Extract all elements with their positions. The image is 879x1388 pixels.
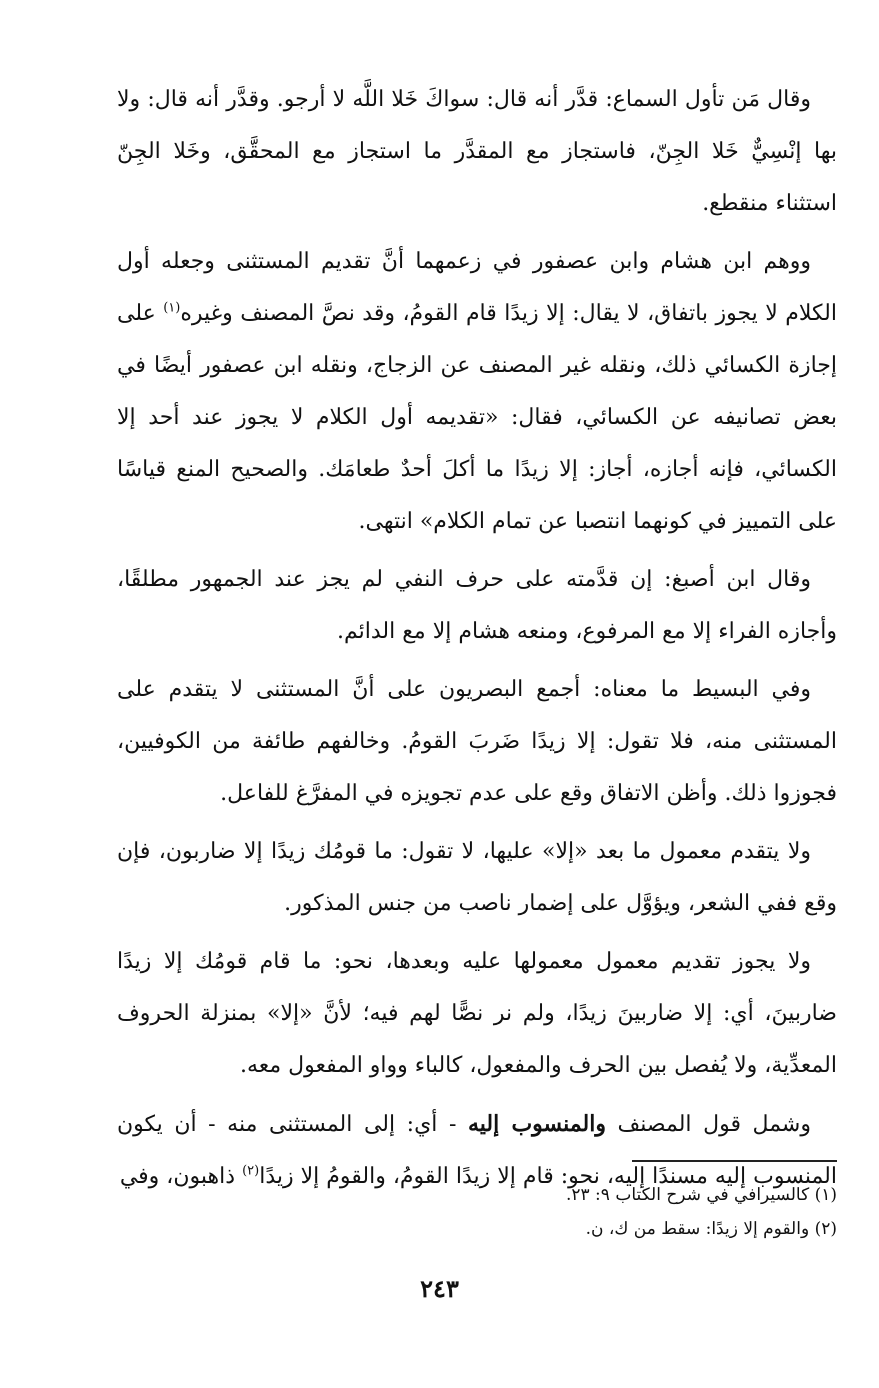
paragraph-text: ولا يجوز تقديم معمول معمولها عليه وبعدها، نحو: ما قام قومُك إلا زيدًا ضاربينَ، أي: إلا ضاربينَ زيدًا، ولم نر نصًّا لهم فيه؛ لأنَّ «إلا» بمنزلة الحروف المعدِّية، ولا يُفصل بين الحرف والمفعول، كالباء وواو المفعول معه. — [117, 949, 837, 1078]
paragraph-text: وقال ابن أصبغ: إن قدَّمته على حرف النفي لم يجز عند الجمهور مطلقًا، وأجازه الفراء إلا مع المرفوع، ومنعه هشام إلا مع الدائم. — [117, 567, 837, 644]
paragraph-text: ذاهبون، وفي — [119, 1164, 236, 1189]
paragraph — [117, 236, 837, 548]
footnote: (٢) والقوم إلا زيدًا: سقط من ك، ن. — [585, 1219, 837, 1239]
footnotes — [117, 1178, 837, 1246]
quoted-term: والمنسوب إليه — [467, 1111, 606, 1137]
footnote: (١) كالسيرافي في شرح الكتاب ٩: ٢٣. — [565, 1185, 837, 1205]
paragraph — [117, 826, 837, 930]
footnote-separator — [632, 1160, 837, 1162]
footnote-ref: (٢) — [242, 1163, 260, 1179]
body-text — [117, 74, 837, 1209]
paragraph-text: - أي: إلى المستثنى منه - أن يكون المنسوب إليه مسندًا إليه، نحو: قام إلا زيدًا القومُ، والقومُ إلا زيدًا — [117, 1112, 837, 1189]
paragraph — [117, 664, 837, 820]
paragraph-text: وشمل قول المصنف — [617, 1112, 811, 1137]
paragraph — [117, 936, 837, 1092]
paragraph-text: على إجازة الكسائي ذلك، ونقله غير المصنف عن الزجاج، ونقله ابن عصفور أيضًا في بعض تصانيفه عن الكسائي، فقال: «تقديمه أول الكلام لا يجوز عند أحد إلا الكسائي، فإنه أجازه، أجاز: إلا زيدًا ما أكلَ أحدٌ طعامَك. والصحيح المنع قياسًا على التمييز في كونهما انتصبا عن تمام الكلام» انتهى. — [117, 301, 837, 534]
footnote-ref: (١) — [163, 300, 181, 316]
paragraph-text: ولا يتقدم معمول ما بعد «إلا» عليها، لا تقول: ما قومُك زيدًا إلا ضاربون، فإن وقع ففي الشعر، ويؤوَّل على إضمار ناصب من جنس المذكور. — [117, 839, 837, 916]
page-number: ٢٤٣ — [420, 1274, 459, 1303]
paragraph — [117, 554, 837, 658]
paragraph-text: وفي البسيط ما معناه: أجمع البصريون على أنَّ المستثنى لا يتقدم على المستثنى منه، فلا تقول: إلا زيدًا ضَربَ القومُ. وخالفهم طائفة من الكوفيين، فجوزوا ذلك. وأظن الاتفاق وقع على عدم تجويزه في المفرَّغ للفاعل. — [117, 677, 837, 806]
paragraph — [117, 74, 837, 230]
paragraph-text: ووهم ابن هشام وابن عصفور في زعمهما أنَّ تقديم المستثنى وجعله أول الكلام لا يجوز باتفاق، لا يقال: إلا زيدًا قام القومُ، وقد نصَّ المصنف وغيره — [117, 249, 837, 326]
paragraph-text: وقال مَن تأول السماع: قدَّر أنه قال: سواكَ خَلا اللَّه لا أرجو. وقدَّر أنه قال: ولا بها إنْسِيٌّ خَلا الجِنّ، فاستجاز مع المقدَّر ما استجاز مع المحقَّق، وخَلا الجِنّ استثناء منقطع. — [117, 87, 837, 216]
